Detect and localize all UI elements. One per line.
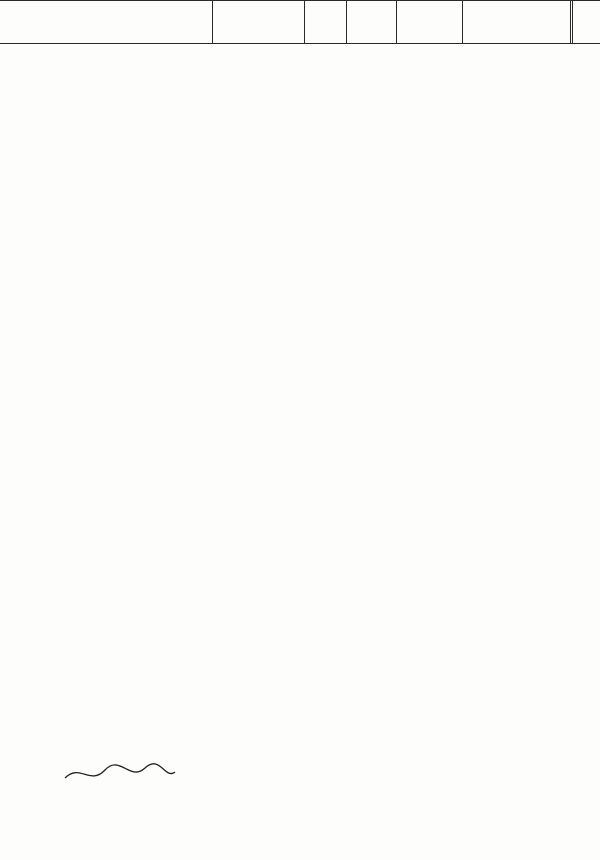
header-word [462,1,570,43]
header-num [570,1,600,43]
header-page [346,1,396,43]
header-verse [304,1,346,43]
header-note [0,1,212,43]
handwritten-signature [60,758,180,788]
header-surah [396,1,462,43]
table-header [0,0,600,44]
header-shape [212,1,304,43]
